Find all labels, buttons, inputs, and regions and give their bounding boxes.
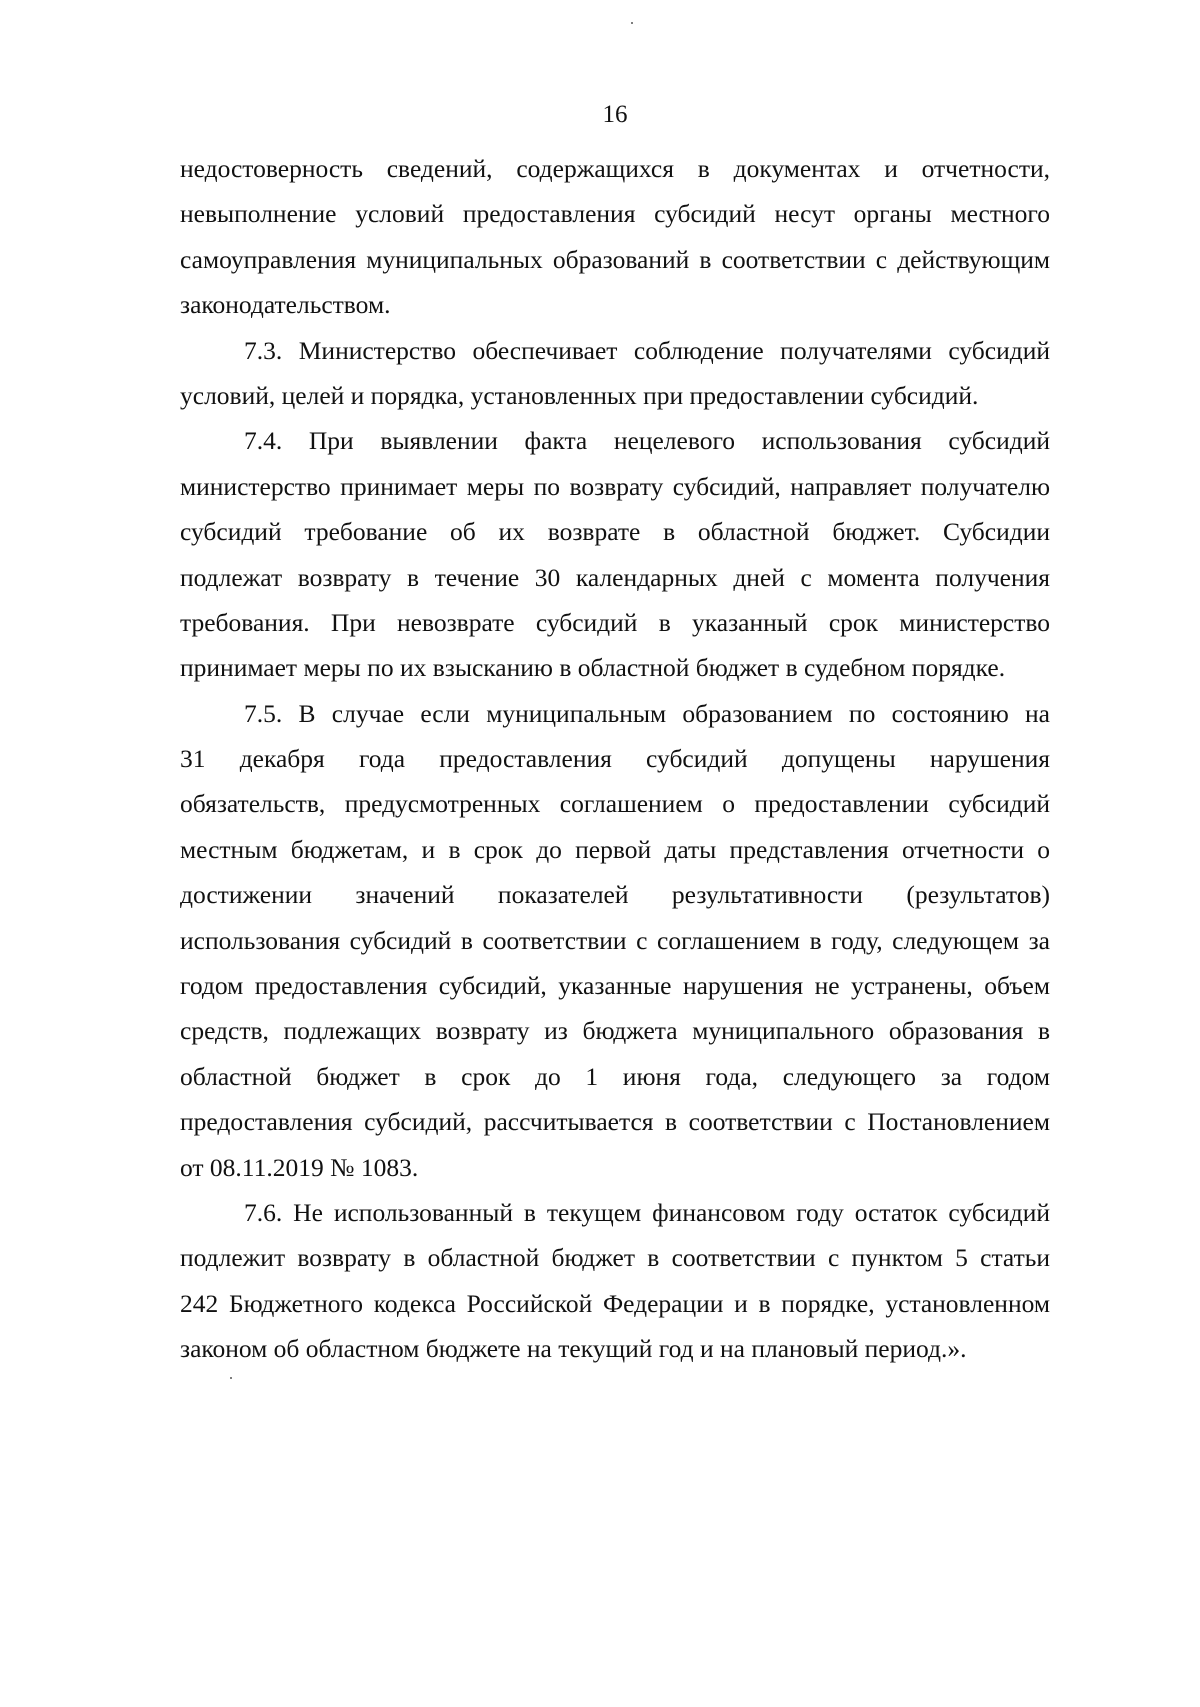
text-line: требования. При невозврате субсидий в указанный срок министерство bbox=[180, 607, 1050, 637]
text-line: условий, целей и порядка, установленных при предоставлении субсидий. bbox=[180, 380, 979, 410]
text-line: принимает меры по их взысканию в областной бюджет в судебном порядке. bbox=[180, 653, 1006, 683]
text-line: годом предоставления субсидий, указанные нарушения не устранены, объем bbox=[180, 971, 1050, 1001]
text-line: местным бюджетам, и в срок до первой даты представления отчетности о bbox=[180, 834, 1050, 864]
paragraph-7-6 bbox=[180, 1190, 1050, 1372]
text-line: подлежат возврату в течение 30 календарных дней с момента получения bbox=[180, 562, 1050, 592]
paragraph-7-3 bbox=[180, 328, 1050, 419]
document-body bbox=[180, 146, 1050, 1372]
text-line: субсидий требование об их возврате в областной бюджет. Субсидии bbox=[180, 517, 1050, 547]
text-line: использования субсидий в соответствии с соглашением в году, следующем за bbox=[180, 925, 1050, 955]
page-number: 16 bbox=[602, 101, 628, 128]
text-line: 7.4. При выявлении факта нецелевого использования субсидий bbox=[244, 426, 1050, 456]
text-line: 7.6. Не использованный в текущем финансовом году остаток субсидий bbox=[244, 1197, 1050, 1227]
paragraph-7-5 bbox=[180, 691, 1050, 1190]
text-line: областной бюджет в срок до 1 июня года, следующего за годом bbox=[180, 1061, 1050, 1091]
text-line: достижении значений показателей результативности (результатов) bbox=[180, 880, 1050, 910]
scan-speck bbox=[631, 22, 633, 24]
text-line: от 08.11.2019 № 1083. bbox=[180, 1152, 419, 1182]
text-line: законодательством. bbox=[180, 290, 391, 320]
text-line: 242 Бюджетного кодекса Российской Федерации и в порядке, установленном bbox=[180, 1288, 1050, 1318]
paragraph-continuation bbox=[180, 146, 1050, 328]
scan-speck bbox=[230, 1377, 232, 1379]
text-line: подлежит возврату в областной бюджет в соответствии с пунктом 5 статьи bbox=[180, 1243, 1050, 1273]
text-line: 7.5. В случае если муниципальным образованием по состоянию на bbox=[244, 698, 1050, 728]
text-line: 7.3. Министерство обеспечивает соблюдение получателями субсидий bbox=[244, 335, 1050, 365]
text-line: средств, подлежащих возврату из бюджета муниципального образования в bbox=[180, 1016, 1050, 1046]
text-line: невыполнение условий предоставления субсидий несут органы местного bbox=[180, 199, 1050, 229]
text-line: законом об областном бюджете на текущий год и на плановый период.». bbox=[180, 1334, 967, 1364]
text-line: обязательств, предусмотренных соглашением о предоставлении субсидий bbox=[180, 789, 1050, 819]
text-line: 31 декабря года предоставления субсидий допущены нарушения bbox=[180, 744, 1050, 774]
text-line: самоуправления муниципальных образований в соответствии с действующим bbox=[180, 244, 1050, 274]
text-line: предоставления субсидий, рассчитывается в соответствии с Постановлением bbox=[180, 1107, 1050, 1137]
text-line: министерство принимает меры по возврату субсидий, направляет получателю bbox=[180, 471, 1050, 501]
text-line: недостоверность сведений, содержащихся в документах и отчетности, bbox=[180, 154, 1050, 183]
paragraph-7-4 bbox=[180, 418, 1050, 690]
